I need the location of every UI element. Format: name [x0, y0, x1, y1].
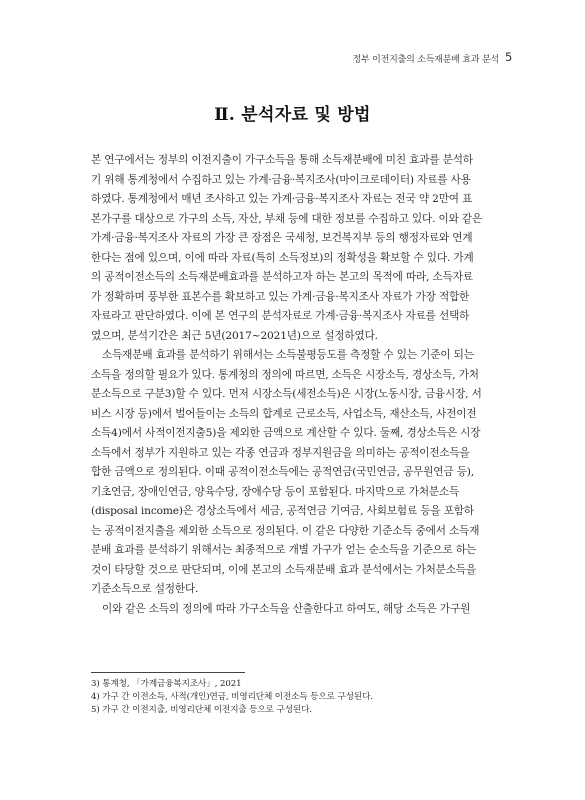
text-line: 이와 같은 소득의 정의에 따라 가구소득을 산출한다고 하여도, 해당 소득은 가구원: [102, 602, 471, 615]
body-text: [91, 151, 505, 619]
text-line: 소득에서 정부가 지원하고 있는 각종 연금과 정부지원금을 의미하는 공적이전소득을: [91, 446, 470, 459]
text-line: 는 공적이전지출을 제외한 소득으로 정의된다. 이 같은 다양한 기준소득 중에서 소득재: [91, 524, 480, 537]
text-line: 기초연금, 장애인연금, 양육수당, 장애수당 등이 포함된다. 마지막으로 가처분소득: [91, 485, 460, 498]
footnotes: [91, 678, 505, 717]
text-line: 소득을 정의할 필요가 있다. 통계청의 정의에 따르면, 소득은 시장소득, 경상소득, 가처: [91, 368, 479, 381]
text-line: 하였다. 통계청에서 매년 조사하고 있는 가계·금융·복지조사 자료는 전국 약 2만여 표: [91, 193, 473, 205]
text-line: 것이 타당할 것으로 판단되며, 이에 본고의 소득재분배 효과 분석에서는 가처분소득을: [91, 563, 477, 576]
text-line: 였으며, 분석기간은 최근 5년(2017~2021년)으로 설정하였다.: [91, 329, 378, 342]
text-line: 기 위해 통계청에서 수집하고 있는 가계·금융·복지조사(마이크로데이터) 자료를 사용: [91, 173, 471, 186]
text-line: 분배 효과를 분석하기 위해서는 최종적으로 개별 가구가 얻는 순소득을 기준으로 하는: [91, 544, 477, 556]
running-header: 정부 이전지출의 소득재분배 효과 분석: [352, 55, 499, 65]
section-title: Ⅱ. 분석자료 및 방법: [214, 105, 371, 125]
text-line: 본 연구에서는 정부의 이전지출이 가구소득을 통해 소득재분배에 미친 효과를 분석하: [91, 154, 473, 166]
paragraph-3: [91, 600, 505, 620]
text-line: 소득4)에서 사적이전지출5)을 제외한 금액으로 계산할 수 있다. 둘째, 경상소득은 시장: [91, 427, 481, 439]
paragraph-1: [91, 151, 505, 346]
footnote-3: 3) 통계청, 「가계금융복지조사」, 2021: [91, 679, 242, 689]
text-line: 의 공적이전소득의 소득재분배효과를 분석하고자 하는 본고의 목적에 따라, 소득자료: [91, 271, 473, 283]
text-line: 자료라고 판단하였다. 이에 본 연구의 분석자료로 가계·금융·복지조사 자료를 선택하: [91, 310, 470, 322]
text-line: 기준소득으로 설정한다.: [91, 583, 199, 595]
text-line: 가 정확하며 풍부한 표본수를 확보하고 있는 가계·금융·복지조사 자료가 가장 적합한: [91, 290, 470, 303]
text-line: 분소득으로 구분3)할 수 있다. 먼저 시장소득(세전소득)은 시장(노동시장, 금융시장, 서: [91, 388, 482, 400]
footnote-5: 5) 가구 간 이전지출, 비영리단체 이전지출 등으로 구성된다.: [91, 705, 312, 715]
footnote-4: 4) 가구 간 이전소득, 사적(개인)연금, 비영리단체 이전소득 등으로 구성된다.: [91, 692, 373, 702]
text-line: 소득재분배 효과를 분석하기 위해서는 소득불평등도를 측정할 수 있는 기준이 되는: [102, 349, 474, 361]
text-line: 본가구를 대상으로 가구의 소득, 자산, 부채 등에 대한 정보를 수집하고 있다. 이와 같은: [91, 212, 483, 225]
paragraph-2: [91, 346, 505, 600]
text-line: 가계·금융·복지조사 자료의 가장 큰 장점은 국세청, 보건복지부 등의 행정자료와 연계: [91, 232, 473, 244]
footnote-divider: [91, 672, 245, 673]
text-line: 한다는 점에 있으며, 이에 따라 자료(특히 소득정보)의 정확성을 확보할 수 있다. 가계: [91, 251, 474, 264]
page-number: 5: [505, 50, 513, 64]
text-line: 비스 시장 등)에서 벌어들이는 소득의 합계로 근로소득, 사업소득, 재산소득, 사전이전: [91, 407, 477, 420]
text-line: (disposal income)은 경상소득에서 세금, 공적연금 기여금, 사회보험료 등을 포함하: [91, 505, 474, 517]
text-line: 합한 금액으로 정의된다. 이때 공적이전소득에는 공적연금(국민연금, 공무원연금 등),: [91, 466, 474, 478]
